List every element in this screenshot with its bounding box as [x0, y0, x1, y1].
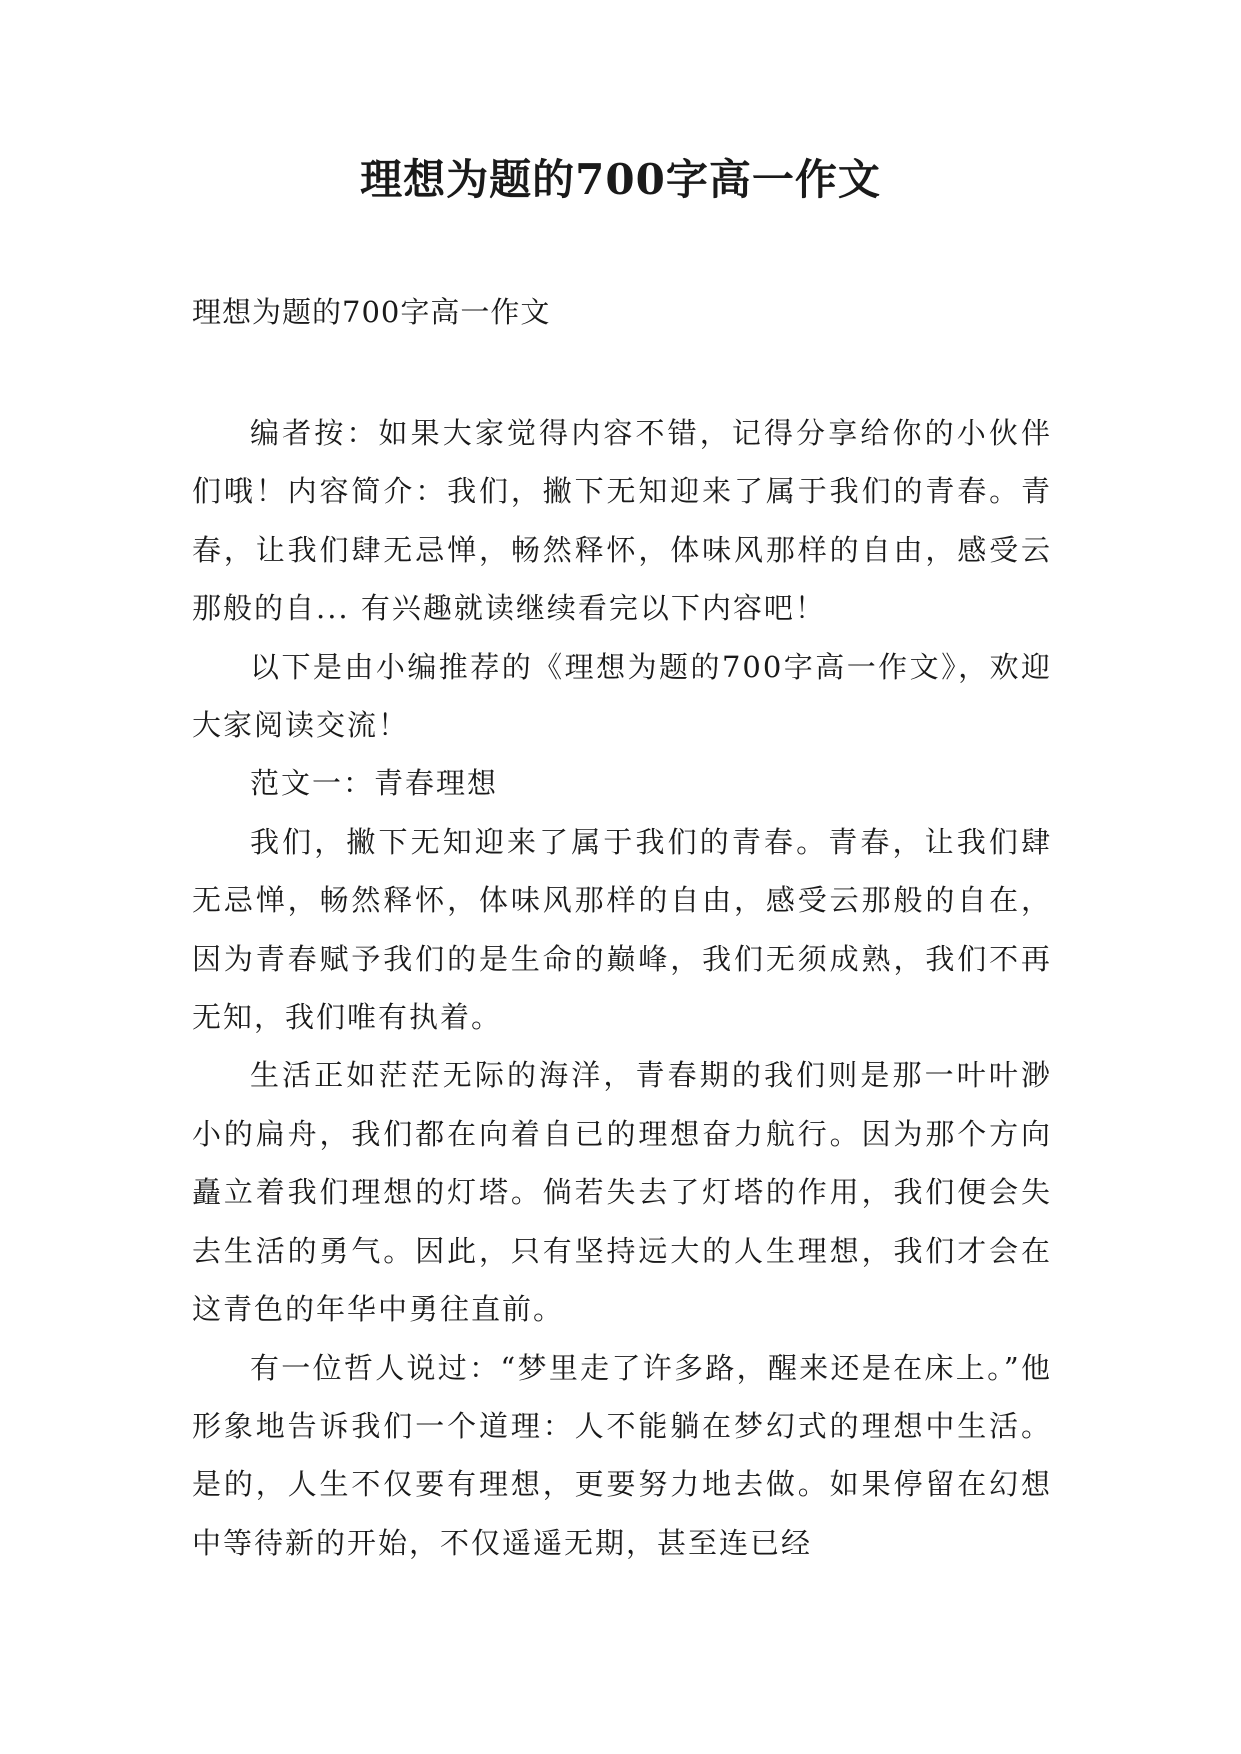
body-paragraph: 我们，撇下无知迎来了属于我们的青春。青春，让我们肆无忌惮，畅然释怀，体味风那样的自由，感受云那般的自在，因为青春赋予我们的是生命的巅峰，我们无须成熟，我们不再无知，我们唯有执着。: [192, 824, 1052, 1035]
document-subtitle: 理想为题的700字高一作文: [192, 295, 551, 329]
intro-paragraph: 以下是由小编推荐的《理想为题的700字高一作文》，欢迎大家阅读交流！: [192, 649, 1052, 743]
editor-note-paragraph: 编者按：如果大家觉得内容不错，记得分享给你的小伙伴们哦！内容简介：我们，撇下无知迎来了属于我们的青春。青春，让我们肆无忌惮，畅然释怀，体味风那样的自由，感受云那般的自... 有兴趣就读继续看完以下内容吧！: [192, 416, 1052, 626]
document-title: 理想为题的700字高一作文: [360, 155, 881, 204]
document-body: [192, 404, 1052, 1572]
body-paragraph: 有一位哲人说过：“梦里走了许多路，醒来还是在床上。”他形象地告诉我们一个道理：人不能躺在梦幻式的理想中生活。是的，人生不仅要有理想，更要努力地去做。如果停留在幻想中等待新的开始，不仅遥遥无期，甚至连已经: [192, 1350, 1052, 1560]
section-heading: 范文一：青春理想: [250, 766, 499, 801]
body-paragraph: 生活正如茫茫无际的海洋，青春期的我们则是那一叶叶渺小的扁舟，我们都在向着自已的理想奋力航行。因为那个方向矗立着我们理想的灯塔。倘若失去了灯塔的作用，我们便会失去生活的勇气。因此，只有坚持远大的人生理想，我们才会在这青色的年华中勇往直前。: [192, 1058, 1052, 1327]
